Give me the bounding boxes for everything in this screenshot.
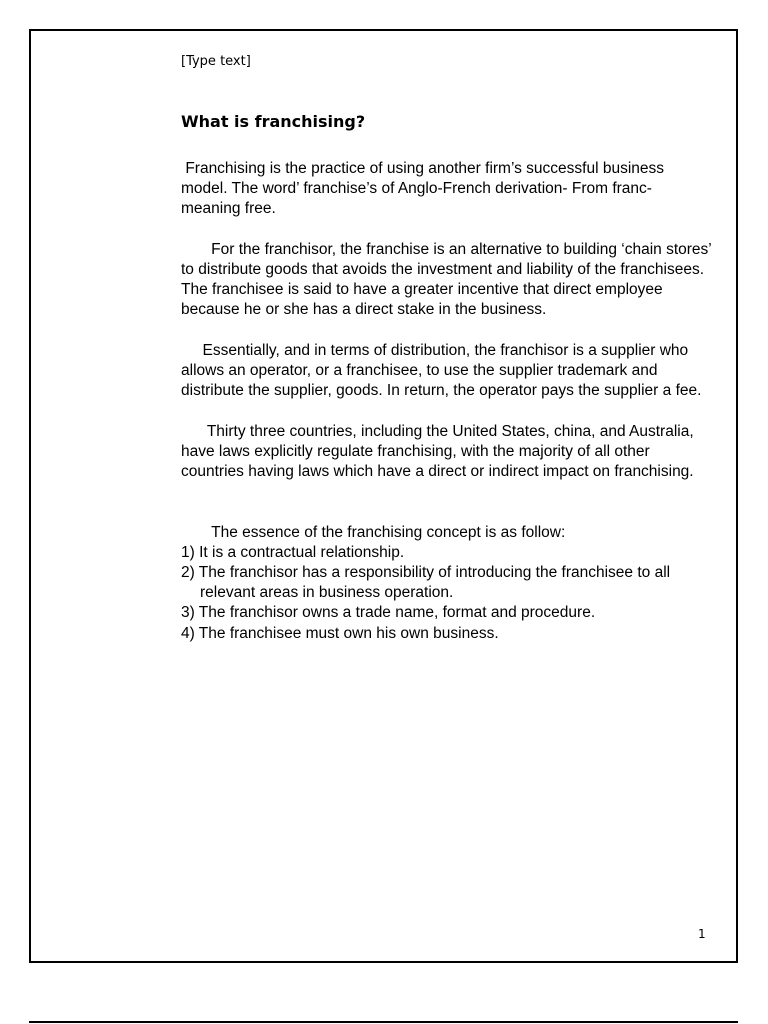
document-body [181, 159, 716, 644]
page-header: [Type text] [181, 54, 251, 69]
page-number: 1 [698, 927, 706, 941]
list-item: 2) The franchisor has a responsibility of introducing the franchisee to all relevant areas in business operation. [181, 564, 675, 602]
paragraph-franchisor: For the franchisor, the franchise is an alternative to building ‘chain stores’ to distribute goods that avoids the investment and liability of the franchisees. The franchisee is said to have a greater incentive that direct employee because he or she has a direct stake in the business. [181, 240, 716, 319]
list-item: 3) The franchisor owns a trade name, format and procedure. [181, 604, 596, 622]
document-page [29, 29, 738, 963]
list-intro: The essence of the franchising concept is as follow: [181, 523, 566, 541]
list-item: 1) It is a contractual relationship. [181, 543, 405, 561]
paragraph-countries: Thirty three countries, including the United States, china, and Australia, have laws explicitly regulate franchising, with the majority of all other countries having laws which have a direct or indirect impact on franchising. [181, 422, 698, 480]
paragraph-definition: Franchising is the practice of using another firm’s successful business model. The word’ franchise’s of Anglo-French derivation- From franc- meaning free. [181, 160, 669, 218]
paragraph-distribution: Essentially, and in terms of distribution, the franchisor is a supplier who allows an operator, or a franchisee, to use the supplier trademark and distribute the supplier, goods. In return, the operator pays the supplier a fee. [181, 341, 702, 400]
page-title: What is franchising? [181, 112, 366, 131]
list-item: 4) The franchisee must own his own business. [181, 624, 499, 642]
